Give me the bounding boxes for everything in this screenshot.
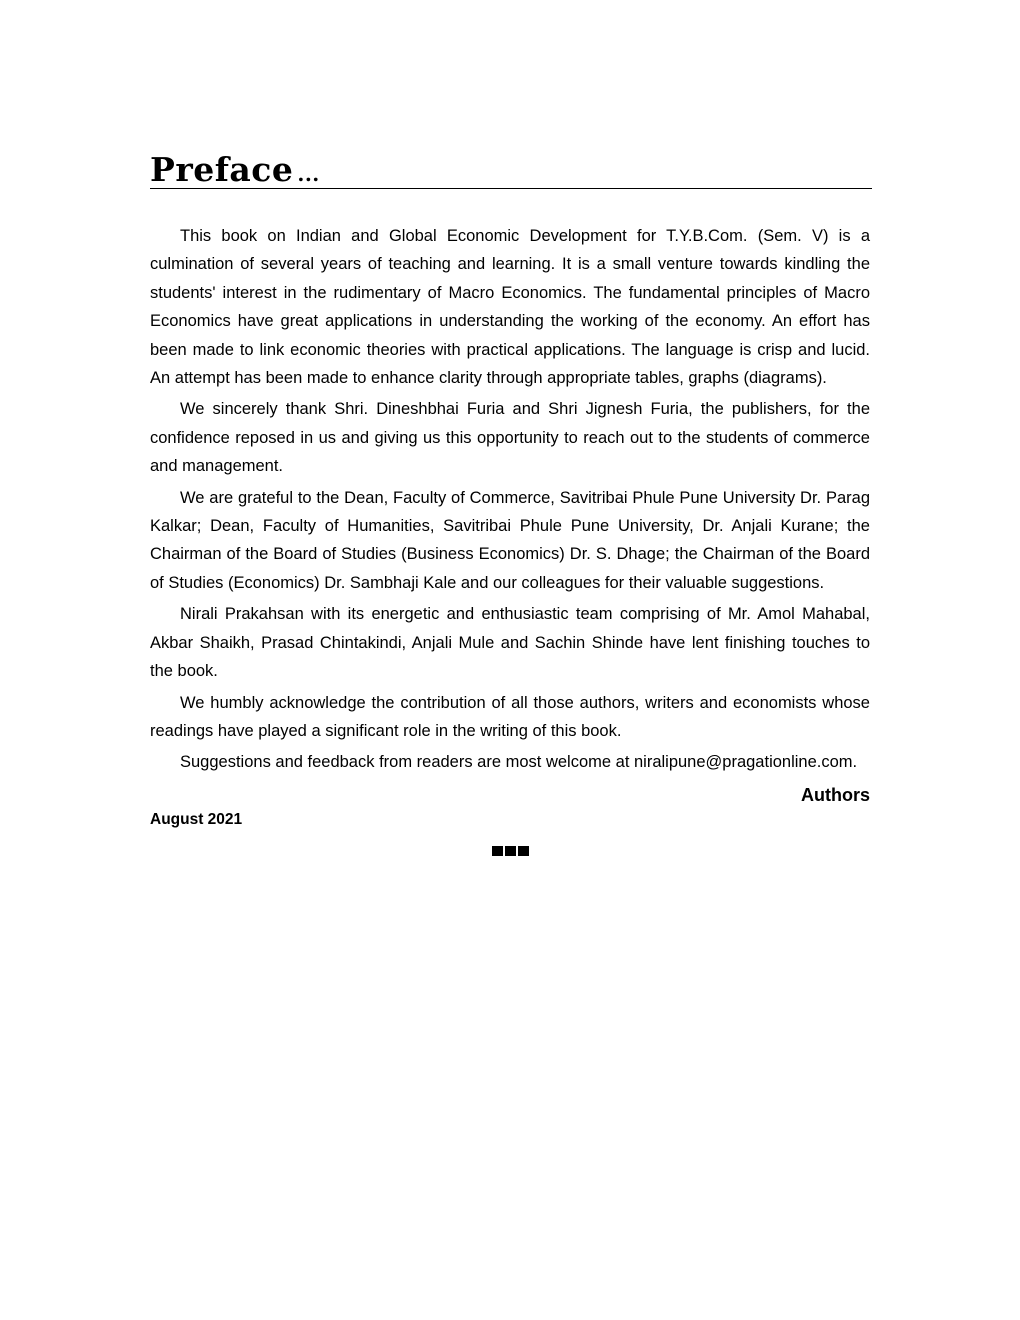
paragraph-team: Nirali Prakahsan with its energetic and enthusiastic team comprising of Mr. Amol Mahabal, Akbar Shaikh, Prasad Chintakindi, Anjali Mule and Sachin Shinde have lent finishing touches to the book. [150, 605, 870, 681]
paragraph-intro: This book on Indian and Global Economic Development for T.Y.B.Com. (Sem. V) is a culmination of several years of teaching and learning. It is a small venture towards kindling the students' interest in the rudimentary of Macro Economics. The fundamental principles of Macro Economics have great applications in understanding the working of the economy. An effort has been made to link economic theories with practical applications. The language is crisp and lucid. An attempt has been made to enhance clarity through appropriate tables, graphs (diagrams). [150, 227, 870, 388]
paragraph-acknowledgement: We humbly acknowledge the contribution of all those authors, writers and economists whose readings have played a significant role in the writing of this book. [150, 693, 870, 740]
heading-ellipsis: ... [297, 162, 320, 186]
signature-authors: Authors [801, 784, 870, 805]
heading-title-text: Preface [150, 150, 294, 189]
end-mark-square [492, 846, 503, 856]
paragraph-publishers-thanks: We sincerely thank Shri. Dineshbhai Furia and Shri Jignesh Furia, the publishers, for the confidence reposed in us and giving us this opportunity to reach out to the students of commerce and management. [150, 400, 870, 476]
preface-date: August 2021 [150, 810, 243, 828]
paragraph-feedback: Suggestions and feedback from readers are most welcome at niralipune@pragationline.com. [180, 753, 858, 772]
end-mark-square [518, 846, 529, 856]
end-of-section-mark [150, 846, 870, 856]
preface-body [150, 222, 870, 777]
end-mark-square [505, 846, 516, 856]
preface-heading [150, 140, 872, 189]
page-title [150, 150, 320, 189]
paragraph-gratitude: We are grateful to the Dean, Faculty of Commerce, Savitribai Phule Pune University Dr. Parag Kalkar; Dean, Faculty of Humanities, Savitribai Phule Pune University, Dr. Anjali Kurane; the Chairman of the Board of Studies (Business Economics) Dr. S. Dhage; the Chairman of the Board of Studies (Economics) Dr. Sambhaji Kale and our colleagues for their valuable suggestions. [150, 488, 870, 592]
preface-page [150, 140, 872, 856]
